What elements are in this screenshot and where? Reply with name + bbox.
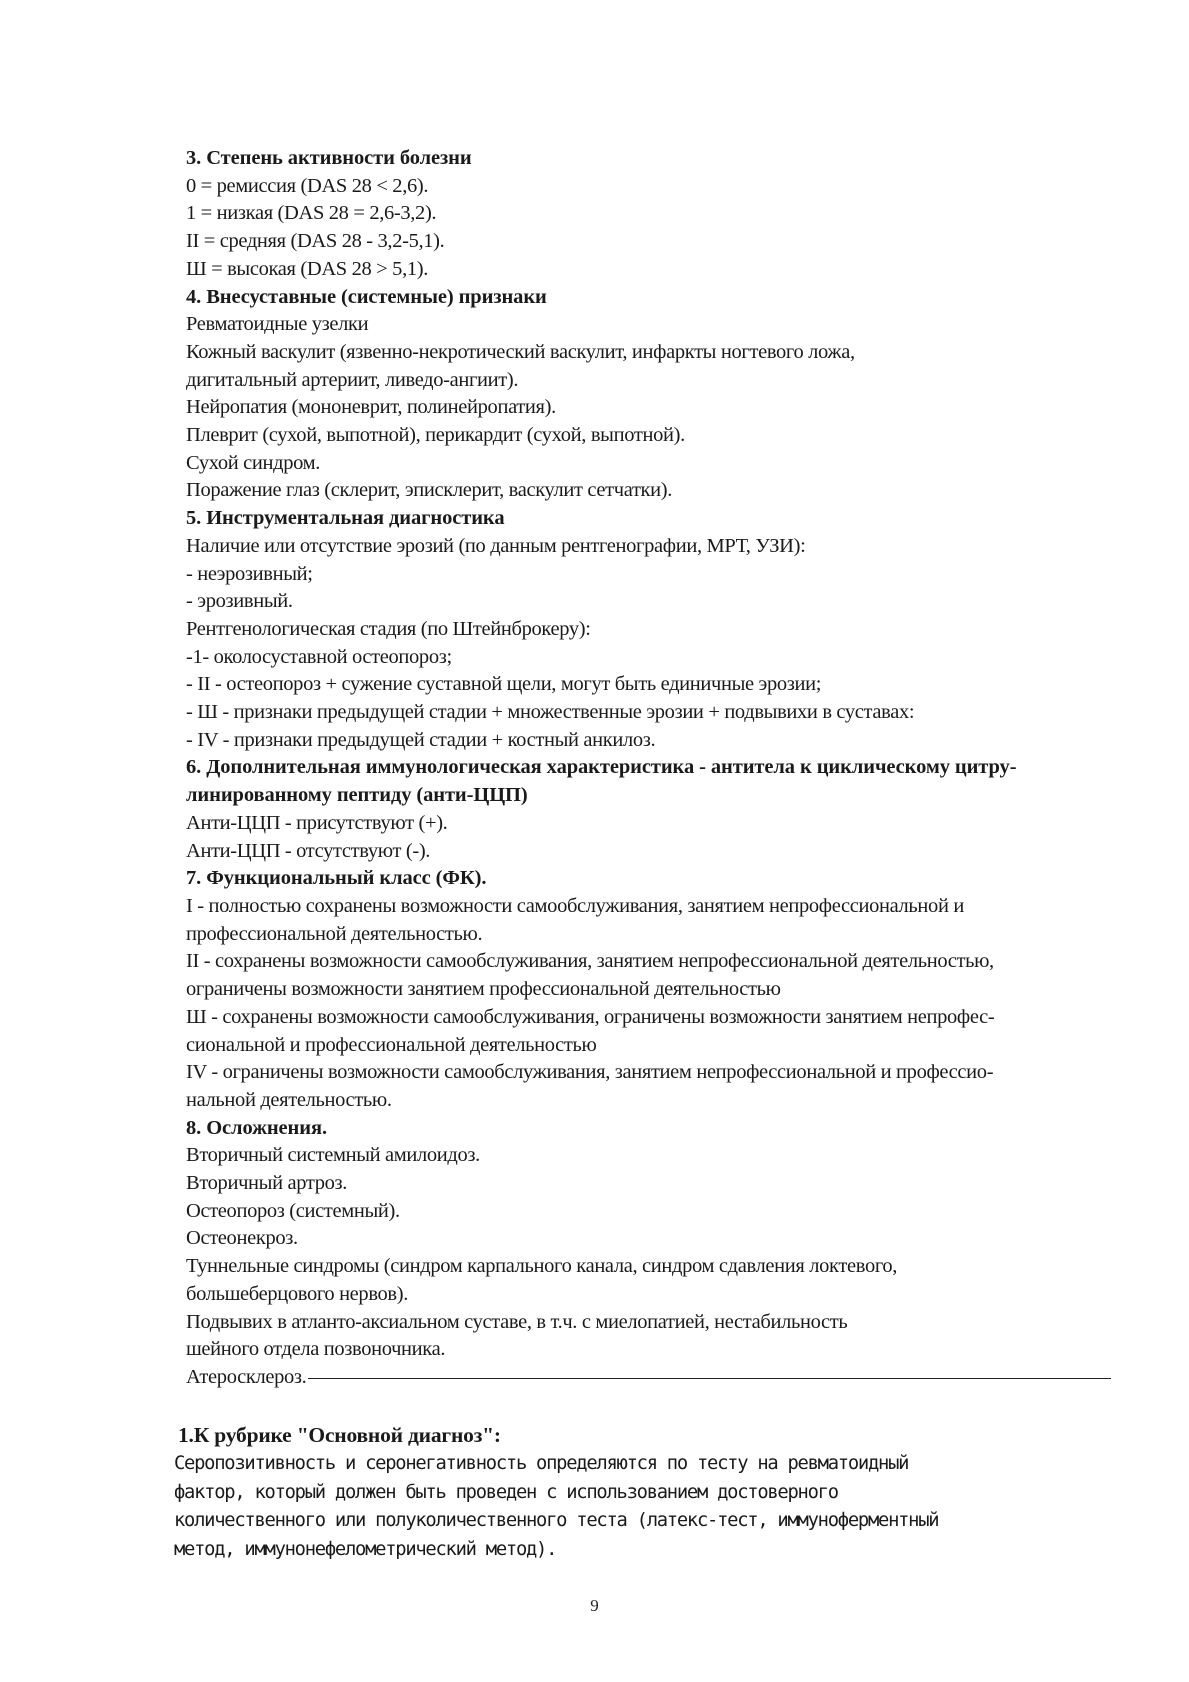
list-line: Наличие или отсутствие эрозий (по данным рентгенографии, МРТ, УЗИ): [186,534,806,557]
list-line: Анти-ЦЦП - отсутствуют (-). [186,839,431,862]
page-number: 9 [590,1596,599,1615]
section-heading-immunologic-cont: линированному пептиду (анти-ЦЦП) [186,784,528,807]
list-line: Ш - сохранены возможности самообслуживания, ограничены возможности занятием непрофес- [186,1005,995,1028]
main-diagnosis-note [174,1420,1074,1564]
list-line-with-rule [186,1364,1111,1392]
section-heading-functional-class: 7. Функциональный класс (ФК). [186,867,487,890]
list-line: - IV - признаки предыдущей стадии + костный анкилоз. [186,728,656,751]
list-line: большеберцового нервов). [186,1282,409,1305]
note-body [174,1450,1074,1564]
section-heading-instrumental: 5. Инструментальная диагностика [186,507,505,530]
list-line: Вторичный артроз. [186,1172,348,1195]
section-end-rule [308,1378,1111,1379]
list-line: Атеросклероз. [186,1365,307,1388]
list-line: Плеврит (сухой, выпотной), перикардит (сухой, выпотной). [186,424,685,447]
section-heading-extraarticular: 4. Внесуставные (системные) признаки [186,285,547,308]
list-line: IV - ограничены возможности самообслуживания, занятием непрофессиональной и профессио- [186,1061,994,1084]
list-line: 1 = низкая (DAS 28 = 2,6-3,2). [186,202,437,225]
list-line: сиональной и профессиональной деятельностью [186,1033,597,1056]
list-line: ограничены возможности занятием профессиональной деятельностью [186,978,781,1001]
list-line: - эрозивный. [186,590,293,613]
list-line: шейного отдела позвоночника. [186,1338,446,1361]
section-heading-activity: 3. Степень активности болезни [186,147,472,169]
list-line: профессиональной деятельностью. [186,922,483,945]
classification-content [186,145,1111,1392]
note-line: количественного или полуколичественного теста (латекс-тест, иммуноферментный [174,1510,939,1531]
list-line: Кожный васкулит (язвенно-некротический васкулит, инфаркты ногтевого ложа, [186,340,855,363]
section-heading-immunologic: 6. Дополнительная иммунологическая характеристика - антитела к циклическому цитру- [186,756,1017,779]
section-heading-complications: 8. Осложнения. [186,1116,327,1139]
list-line: Ш = высокая (DAS 28 > 5,1). [186,257,428,280]
list-line: -1- околосуставной остеопороз; [186,645,452,668]
list-line: II = средняя (DAS 28 - 3,2-5,1). [186,230,445,253]
list-line: Анти-ЦЦП - присутствуют (+). [186,811,448,834]
list-line: нальной деятельностью. [186,1088,392,1111]
list-line: I - полностью сохранены возможности самообслуживания, занятием непрофессиональной и [186,894,964,917]
note-line: Серопозитивность и серонегативность определяются по тесту на ревматоидный [174,1453,909,1474]
list-line: - II - остеопороз + сужение суставной щели, могут быть единичные эрозии; [186,673,822,696]
list-line: Подвывих в атланто-аксиальном суставе, в т.ч. с миелопатией, нестабильность [186,1310,848,1333]
list-line: дигитальный артериит, ливедо-ангиит). [186,368,519,391]
list-line: Вторичный системный амилоидоз. [186,1144,480,1167]
list-line: Нейропатия (мононеврит, полинейропатия). [186,396,556,419]
note-line: метод, иммунонефелометрический метод). [174,1538,557,1560]
note-line: фактор, который должен быть проведен с использованием достоверного [174,1481,838,1503]
list-line: Туннельные синдромы (синдром карпального канала, синдром сдавления локтевого, [186,1255,898,1278]
list-line: Рентгенологическая стадия (по Штейнброкеру): [186,617,591,640]
list-line: - неэрозивный; [186,562,313,585]
list-line: Ревматоидные узелки [186,313,369,336]
list-line: - Ш - признаки предыдущей стадии + множественные эрозии + подвывихи в суставах: [186,701,915,724]
list-line: Поражение глаз (склерит, эписклерит, васкулит сетчатки). [186,479,673,502]
list-line: Остеонекроз. [186,1227,298,1250]
list-line: Сухой синдром. [186,451,321,474]
list-line: II - сохранены возможности самообслуживания, занятием непрофессиональной деятельностью, [186,950,994,973]
list-line: Остеопороз (системный). [186,1199,400,1222]
list-line: 0 = ремиссия (DAS 28 < 2,6). [186,174,429,197]
note-title: 1.К рубрике "Основной диагноз": [178,1423,501,1447]
